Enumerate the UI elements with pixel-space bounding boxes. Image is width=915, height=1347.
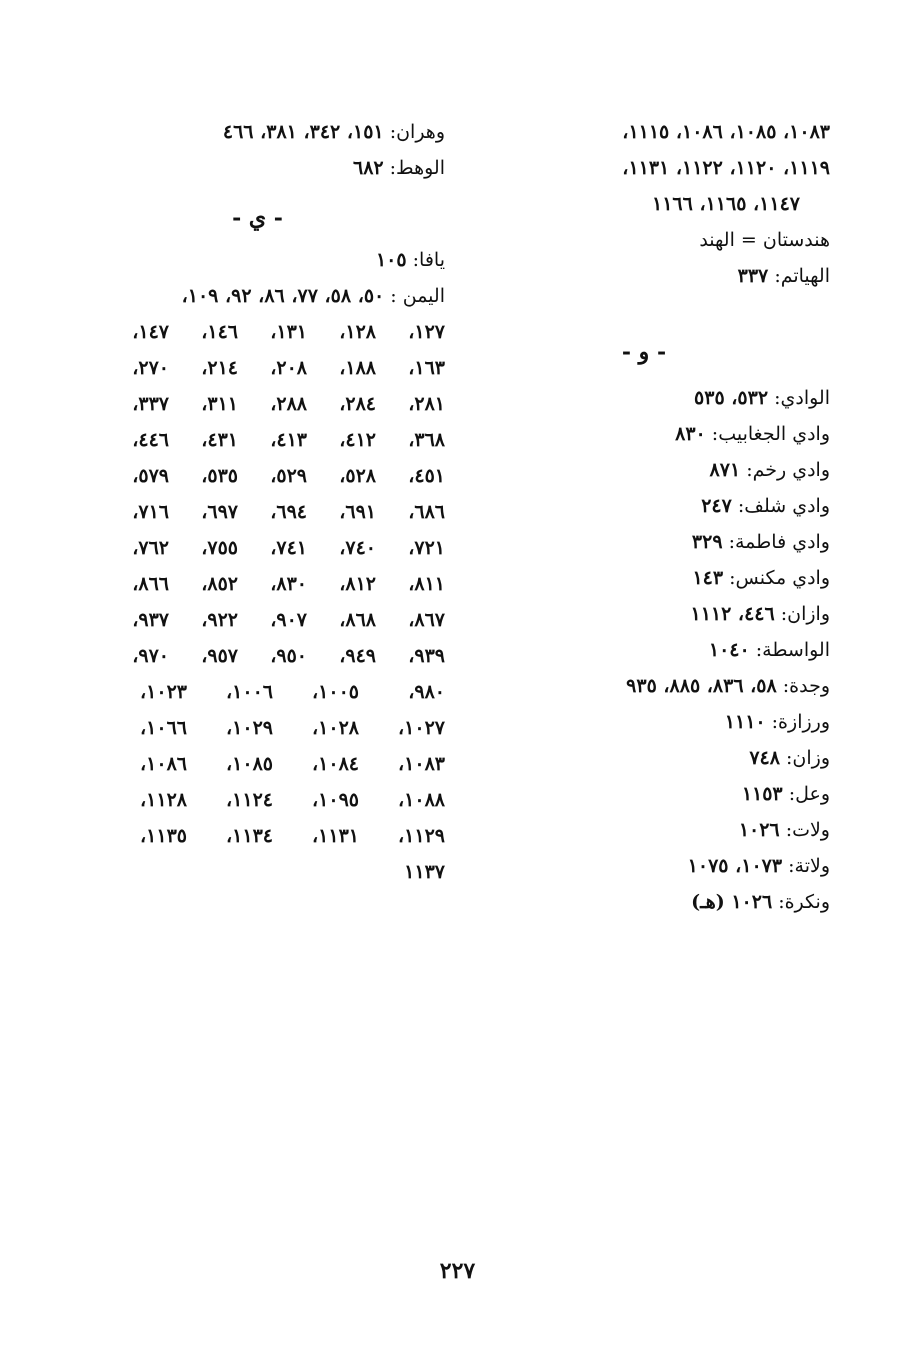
entry-name: الوهط:	[389, 157, 445, 179]
page-ref: ١٠٨٨،	[398, 789, 445, 811]
page-ref: ١٢٧،	[408, 321, 445, 343]
page-ref: ٥٧٩،	[132, 465, 169, 487]
index-entry	[458, 560, 830, 596]
entry-value: ١١١٠	[724, 711, 766, 733]
entry-name: الوادي:	[774, 387, 830, 409]
page-ref: ٦٩٧،	[201, 501, 238, 523]
page-ref: ٨٣٠،	[270, 573, 307, 595]
page-ref: ٨١١،	[408, 573, 445, 595]
page-ref: ٣٦٨،	[408, 429, 445, 451]
page-ref: ٩٤٩،	[339, 645, 376, 667]
entry-value: ٣٢٩	[691, 531, 723, 553]
index-continuation-line: ١٠٨٣، ١٠٨٥، ١٠٨٦، ١١١٥،	[622, 121, 830, 143]
entry-name: ولات:	[785, 819, 830, 841]
page-number-row	[70, 494, 445, 530]
page-ref: ٥٢٨،	[339, 465, 376, 487]
page-ref: ١١٣١،	[312, 825, 359, 847]
page-ref: ١٠٦٦،	[140, 717, 187, 739]
entry-value: = الهند	[699, 229, 757, 251]
page-ref: ١٢٨،	[339, 321, 376, 343]
page-ref: ١٠٢٨،	[312, 717, 359, 739]
page-number-row	[70, 818, 445, 854]
entry-value: ٢٤٧	[701, 495, 732, 517]
entry-value: ٥٨، ٨٣٦، ٨٨٥، ٩٣٥	[626, 675, 777, 697]
page-number-row	[70, 674, 445, 710]
page-number-row	[70, 782, 445, 818]
page-number-row	[70, 530, 445, 566]
entry-name: وادي شلف:	[737, 495, 830, 517]
entry-name: وادي الجغابيب:	[711, 423, 830, 445]
entry-value: ١٠٢٦ (هـ)	[691, 891, 773, 913]
page-ref: ١٠٨٣،	[398, 753, 445, 775]
page-ref: ٢٨٤،	[339, 393, 376, 415]
waw-entries	[458, 380, 830, 920]
page-number-row	[70, 350, 445, 386]
index-entry	[458, 258, 830, 294]
page-ref: ١٦٣،	[408, 357, 445, 379]
page-ref: ١١٣٥،	[140, 825, 187, 847]
page-number: ٢٢٧	[439, 1258, 476, 1284]
index-entry	[458, 380, 830, 416]
entry-value: ٦٨٢	[352, 157, 384, 179]
page-ref: ١٠٢٩،	[226, 717, 273, 739]
page-number-row	[70, 458, 445, 494]
yemen-page-list	[70, 314, 445, 854]
page-ref: ٨٦٦،	[132, 573, 169, 595]
right-column	[458, 114, 830, 920]
index-entry	[458, 222, 830, 258]
page-number-row	[70, 422, 445, 458]
section-heading-waw: - و -	[621, 339, 667, 365]
page-ref: ٥٢٩،	[270, 465, 307, 487]
page-ref: ١٠٠٦،	[226, 681, 273, 703]
left-column	[70, 114, 445, 890]
page-ref: ١١٢٩،	[398, 825, 445, 847]
index-entry	[458, 452, 830, 488]
page-ref: ٥٣٥،	[201, 465, 238, 487]
page-ref: ٢٧٠،	[132, 357, 169, 379]
page-ref: ٩٠٧،	[270, 609, 307, 631]
entry-value: ٥٣٢، ٥٣٥	[694, 387, 769, 409]
page-ref: ٨٦٧،	[408, 609, 445, 631]
page-ref: ١٠٢٣،	[140, 681, 187, 703]
page-ref: ١٠٩٥،	[312, 789, 359, 811]
entry-name: وادي فاطمة:	[728, 531, 830, 553]
index-entry	[458, 848, 830, 884]
page-ref: ٧٥٥،	[201, 537, 238, 559]
entry-name: وجدة:	[782, 675, 830, 697]
page-ref: ٧١٦،	[132, 501, 169, 523]
page-ref: ٨١٢،	[339, 573, 376, 595]
entry-name: وهران:	[389, 121, 445, 143]
entry-name: ولاتة:	[788, 855, 830, 877]
page-ref: ١٤٦،	[201, 321, 238, 343]
index-entry	[458, 704, 830, 740]
index-entry	[70, 242, 445, 278]
page-ref: ١١٣٤،	[226, 825, 273, 847]
entry-value: ٥٠، ٥٨، ٧٧، ٨٦، ٩٢، ١٠٩،	[181, 285, 385, 307]
entry-value: ٤٤٦، ١١١٢	[690, 603, 775, 625]
page-number-row	[70, 566, 445, 602]
page-ref: ١١٢٨،	[140, 789, 187, 811]
page-ref: ١١٢٤،	[226, 789, 273, 811]
entry-name: وعل:	[788, 783, 830, 805]
page-ref: ٨٥٢،	[201, 573, 238, 595]
page-ref: ٤٥١،	[408, 465, 445, 487]
index-continuation-line: ١١٣٧	[404, 861, 445, 883]
page-number-row	[70, 746, 445, 782]
entry-value: ٨٣٠	[675, 423, 706, 445]
entry-name: الواسطة:	[755, 639, 830, 661]
entry-value: ١٠٢٦	[738, 819, 780, 841]
entry-value: ١٤٣	[692, 567, 724, 589]
page-ref: ٢٠٨،	[270, 357, 307, 379]
page-ref: ١٣١،	[270, 321, 307, 343]
page-ref: ١٠٠٥،	[312, 681, 359, 703]
page-number-row	[70, 710, 445, 746]
index-entry	[70, 278, 445, 314]
page-ref: ١٠٢٧،	[398, 717, 445, 739]
page-ref: ١٨٨،	[339, 357, 376, 379]
entry-name: وزان:	[786, 747, 830, 769]
entry-name: يافا:	[412, 249, 445, 271]
index-entry	[458, 884, 830, 920]
page-ref: ٩٧٠،	[132, 645, 169, 667]
page-ref: ٢٨٨،	[270, 393, 307, 415]
entry-name: وازان:	[780, 603, 830, 625]
page-ref: ٩٨٠،	[408, 681, 445, 703]
page-ref: ٣١١،	[201, 393, 238, 415]
page-ref: ٤١٣،	[270, 429, 307, 451]
entry-value: ٧٤٨	[749, 747, 780, 769]
page-ref: ٣٣٧،	[132, 393, 169, 415]
page-ref: ٩٣٧،	[132, 609, 169, 631]
entry-name: الهياتم:	[774, 265, 830, 287]
page-ref: ٧٤٠،	[339, 537, 376, 559]
entry-name: وادي رخم:	[746, 459, 830, 481]
index-entry	[458, 524, 830, 560]
index-entry	[458, 668, 830, 704]
index-continuation-line: ١١١٩، ١١٢٠، ١١٢٢، ١١٣١،	[622, 157, 830, 179]
entry-value: ٨٧١	[709, 459, 741, 481]
entry-name: اليمن :	[390, 285, 445, 307]
index-entry	[70, 150, 445, 186]
index-entry	[458, 632, 830, 668]
page-ref: ٢٨١،	[408, 393, 445, 415]
entry-name: وادي مكنس:	[729, 567, 830, 589]
page-ref: ١٤٧،	[132, 321, 169, 343]
page-ref: ٩٢٢،	[201, 609, 238, 631]
page-ref: ٩٥٠،	[270, 645, 307, 667]
page-ref: ١٠٨٤،	[312, 753, 359, 775]
entry-name: هندستان	[762, 229, 830, 251]
page-ref: ٤٣١،	[201, 429, 238, 451]
entry-name: ورزازة:	[771, 711, 830, 733]
entry-value: ١٥١، ٣٤٢، ٣٨١، ٤٦٦	[222, 121, 384, 143]
page-number-row	[70, 638, 445, 674]
index-entry	[458, 812, 830, 848]
index-entry	[458, 776, 830, 812]
section-heading-ya: - ي -	[232, 205, 283, 231]
entry-value: ٣٣٧	[737, 265, 769, 287]
page-ref: ٩٣٩،	[408, 645, 445, 667]
index-entry	[458, 488, 830, 524]
index-entry	[458, 596, 830, 632]
page-ref: ٤١٢،	[339, 429, 376, 451]
entry-value: ١٠٧٣، ١٠٧٥	[687, 855, 783, 877]
index-entry	[70, 114, 445, 150]
entry-name: ونكرة:	[778, 891, 830, 913]
page-ref: ٧٦٢،	[132, 537, 169, 559]
page-ref: ١٠٨٦،	[140, 753, 187, 775]
page-ref: ٤٤٦،	[132, 429, 169, 451]
page-ref: ٨٦٨،	[339, 609, 376, 631]
index-entry	[458, 740, 830, 776]
page-ref: ٦٨٦،	[408, 501, 445, 523]
index-continuation-line: ١١٤٧، ١١٦٥، ١١٦٦	[652, 193, 800, 215]
page-ref: ٢١٤،	[201, 357, 238, 379]
entry-value: ١٠٥	[375, 249, 407, 271]
page-ref: ٩٥٧،	[201, 645, 238, 667]
page-ref: ٧٤١،	[270, 537, 307, 559]
page-number-row	[70, 386, 445, 422]
entry-value: ١٠٤٠	[708, 639, 750, 661]
page-number-row	[70, 314, 445, 350]
page-number-row	[70, 602, 445, 638]
entry-value: ١١٥٣	[741, 783, 783, 805]
page-ref: ٦٩١،	[339, 501, 376, 523]
page-ref: ٧٢١،	[408, 537, 445, 559]
page-ref: ١٠٨٥،	[226, 753, 273, 775]
page-ref: ٦٩٤،	[270, 501, 307, 523]
index-entry	[458, 416, 830, 452]
